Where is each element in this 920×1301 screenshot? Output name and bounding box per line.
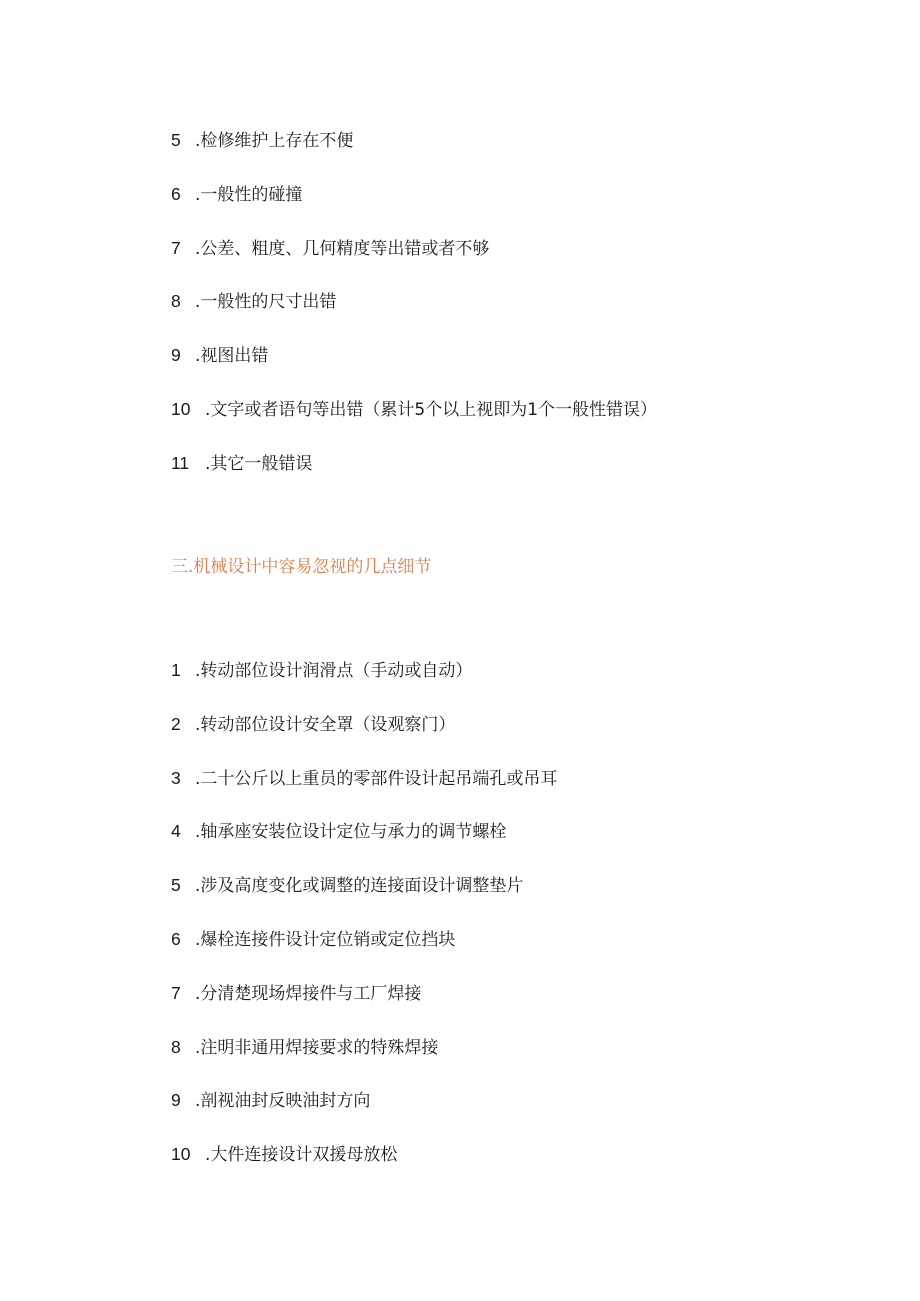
item-number: 7 — [171, 237, 181, 258]
item-text: .轴承座安装位设计定位与承力的调节螺栓 — [195, 822, 507, 843]
item-number: 11 — [171, 452, 190, 473]
item-text: .一般性的碰撞 — [195, 184, 303, 205]
item-number: 8 — [171, 291, 181, 312]
item-number: 7 — [171, 982, 181, 1003]
item-number: 4 — [171, 821, 181, 842]
item-number: 9 — [171, 345, 181, 366]
list-item — [171, 128, 657, 182]
item-text: .二十公斤以上重员的零部件设计起吊端孔或吊耳 — [195, 768, 558, 789]
item-text: .大件连接设计双援母放松 — [205, 1145, 398, 1166]
item-text: .剖视油封反映油封方向 — [195, 1091, 371, 1112]
list-item — [171, 981, 557, 1035]
list-item — [171, 289, 657, 343]
item-text: .文字或者语句等出错（累计5个以上视即为1个一般性错误） — [205, 399, 658, 420]
list-item — [171, 873, 557, 927]
item-number: 6 — [171, 928, 181, 949]
list-item — [171, 1035, 557, 1089]
list-item — [171, 182, 657, 236]
item-number: 3 — [171, 767, 181, 788]
item-text: .转动部位设计安全罩（设观察门） — [195, 714, 456, 735]
section-heading: 三.机械设计中容易忽视的几点细节 — [171, 557, 432, 577]
list-item — [171, 343, 657, 397]
item-number: 8 — [171, 1036, 181, 1057]
list-item — [171, 927, 557, 981]
detail-list — [171, 658, 557, 1196]
list-item — [171, 658, 557, 712]
item-number: 5 — [171, 130, 181, 150]
item-text: .爆栓连接件设计定位销或定位挡块 — [195, 929, 456, 950]
list-item — [171, 397, 657, 451]
item-number: 5 — [171, 875, 181, 896]
item-text: .其它一般错误 — [205, 453, 313, 474]
item-text: .注明非通用焊接要求的特殊焊接 — [195, 1037, 439, 1058]
item-text: .分清楚现场焊接件与工厂焊接 — [195, 983, 422, 1004]
item-text: .转动部位设计润滑点（手动或自动） — [195, 661, 473, 681]
item-text: .视图出错 — [195, 346, 269, 367]
item-number: 6 — [171, 183, 181, 204]
item-text: .检修维护上存在不便 — [195, 131, 354, 151]
list-item — [171, 1142, 557, 1196]
list-item — [171, 766, 557, 820]
item-number: 10 — [171, 1144, 191, 1165]
item-text: .一般性的尺寸出错 — [195, 292, 337, 313]
item-number: 1 — [171, 660, 181, 680]
list-item — [171, 712, 557, 766]
item-number: 10 — [171, 398, 191, 419]
item-text: .公差、粗度、几何精度等出错或者不够 — [195, 238, 490, 259]
item-text: .涉及高度变化或调整的连接面设计调整垫片 — [195, 876, 524, 897]
list-item — [171, 1088, 557, 1142]
list-item — [171, 819, 557, 873]
list-item — [171, 451, 657, 505]
list-item — [171, 236, 657, 290]
item-number: 9 — [171, 1090, 181, 1111]
error-list — [171, 128, 657, 505]
item-number: 2 — [171, 713, 181, 734]
